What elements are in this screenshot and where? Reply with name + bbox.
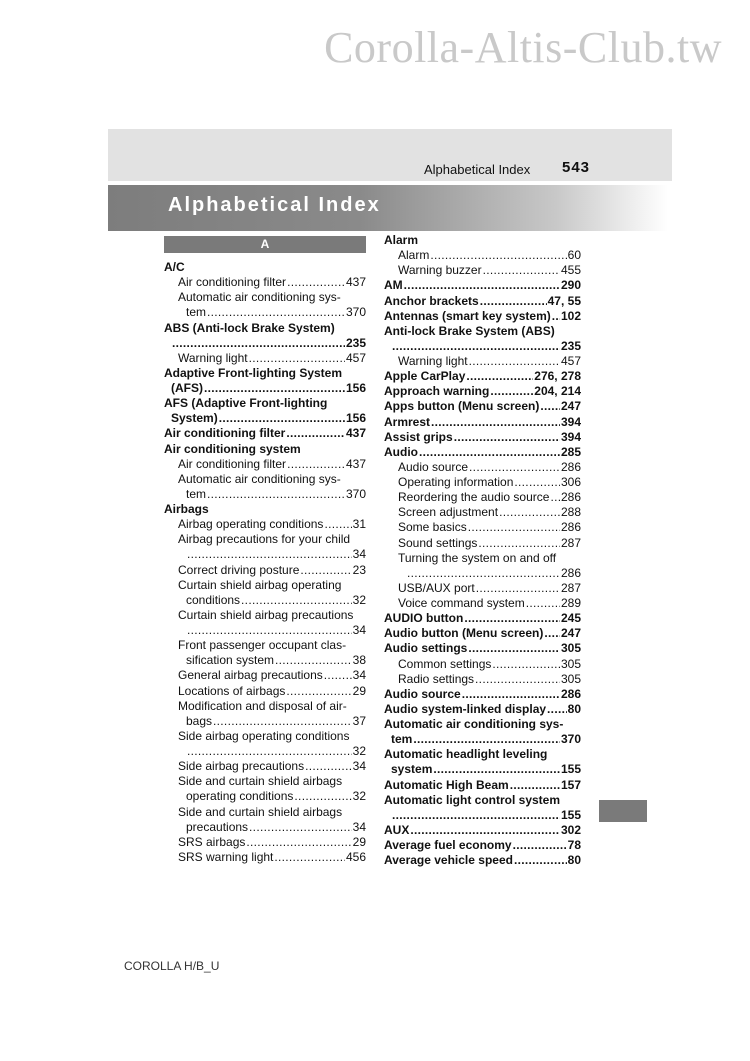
index-page-ref: 34 [352, 759, 366, 774]
index-page-ref: 60 [567, 248, 581, 263]
index-page-ref: 370 [560, 732, 581, 747]
index-entry [164, 396, 366, 411]
index-entry-text: Adaptive Front-lighting System [164, 365, 343, 380]
footer-text: COROLLA H/B_U [124, 959, 220, 973]
index-entry-text: Average vehicle speed [384, 853, 513, 868]
index-entry [164, 381, 366, 396]
index-entry [384, 778, 581, 793]
dot-leader [480, 294, 547, 309]
index-page-ref: 29 [352, 834, 366, 849]
dot-leader [294, 789, 351, 804]
index-entry-text: AM [384, 278, 403, 293]
index-page-ref: 157 [560, 777, 581, 792]
index-entry-text: Locations of airbags [178, 683, 286, 698]
index-page-ref: 29 [352, 683, 366, 698]
index-entry [164, 290, 366, 305]
index-entry-text: bags [186, 713, 213, 728]
dot-leader [407, 566, 560, 581]
index-page-ref: 370 [345, 486, 366, 501]
index-entry-text: Common settings [398, 656, 492, 671]
index-entry [384, 399, 581, 414]
index-page-ref: 155 [560, 807, 581, 822]
index-entry-text: Air conditioning system [164, 441, 301, 456]
dot-leader [286, 684, 351, 699]
index-entry [384, 339, 581, 354]
index-page-ref: 235 [345, 335, 366, 350]
index-page-ref: 286 [560, 459, 581, 474]
dot-leader [483, 263, 560, 278]
index-entry [164, 638, 366, 653]
index-entry [164, 805, 366, 820]
index-entry-text: A/C [164, 260, 185, 274]
index-entry-text: Anti-lock Brake System (ABS) [384, 323, 555, 338]
dot-leader [510, 778, 560, 793]
index-entry [164, 532, 366, 547]
index-entry-text: system [391, 762, 433, 777]
index-entry [384, 354, 581, 369]
index-entry [164, 547, 366, 562]
index-entry [164, 336, 366, 351]
index-entry [384, 762, 581, 777]
index-entry [164, 623, 366, 638]
index-page-ref: 37 [352, 713, 366, 728]
index-page-ref: 305 [560, 656, 581, 671]
index-entry-text: USB/AUX port [398, 580, 475, 595]
index-entry-text: Radio settings [398, 671, 475, 686]
index-entry-text: Modification and disposal of air- [178, 698, 347, 713]
index-entry-text: Automatic High Beam [384, 777, 509, 792]
index-entry-text: Reordering the audio source [398, 490, 550, 505]
index-entry [384, 475, 581, 490]
index-entry [164, 457, 366, 472]
index-entry [164, 789, 366, 804]
index-entry-text: Warning light [398, 354, 468, 368]
index-entry [384, 460, 581, 475]
dot-leader [526, 596, 560, 611]
index-page-ref: 34 [352, 623, 366, 637]
index-entry [384, 324, 581, 339]
index-entry-text: Some basics [398, 520, 467, 535]
index-entry [164, 593, 366, 608]
index-entry [384, 747, 581, 762]
dot-leader [514, 853, 567, 868]
index-page-ref: 305 [560, 641, 581, 656]
index-entry-text: Alarm [384, 233, 419, 247]
index-page-ref: 394 [560, 429, 581, 444]
dot-leader [392, 808, 560, 823]
index-entry [164, 744, 366, 759]
index-entry [384, 369, 581, 384]
index-entry [384, 657, 581, 672]
index-entry [384, 430, 581, 445]
index-entry-text: Audio source [384, 686, 461, 701]
dot-leader [219, 411, 345, 426]
index-entry [384, 294, 581, 309]
index-entry-text: Airbag precautions for your child [178, 532, 351, 547]
index-entry-text: Apps button (Menu screen) [384, 399, 540, 414]
dot-leader [172, 336, 345, 351]
index-page-ref: 286 [560, 686, 581, 701]
index-entry [164, 653, 366, 668]
index-entry-text: (AFS) [171, 381, 203, 395]
index-entry-text: Front passenger occupant clas- [178, 638, 347, 653]
index-page-ref: 78 [567, 838, 581, 852]
dot-leader [475, 672, 560, 687]
index-page-ref: 80 [567, 701, 581, 716]
index-page-ref: 455 [560, 263, 581, 278]
index-page-ref: 31 [352, 517, 366, 532]
index-page-ref: 80 [567, 853, 581, 868]
index-entry-text: precautions [186, 819, 249, 834]
index-entry [164, 820, 366, 835]
index-column-left [164, 260, 366, 865]
index-entry-text: Anchor brackets [384, 293, 479, 308]
index-entry [164, 472, 366, 487]
index-entry-text: sification system [186, 653, 275, 668]
dot-leader [287, 275, 345, 290]
dot-leader [287, 457, 345, 472]
index-entry [384, 626, 581, 641]
index-page-ref: 156 [345, 411, 366, 426]
index-entry [384, 278, 581, 293]
index-page-ref: 286 [560, 490, 581, 505]
dot-leader [469, 354, 560, 369]
index-entry-text: tem [186, 486, 207, 501]
dot-leader [246, 835, 351, 850]
index-entry-text: AFS (Adaptive Front-lighting [164, 396, 328, 411]
index-page-ref: 288 [560, 505, 581, 520]
index-page-ref: 302 [560, 822, 581, 837]
index-page-ref: 32 [352, 592, 366, 607]
index-page-ref: 306 [560, 475, 581, 489]
dot-leader [430, 248, 566, 263]
dot-leader [324, 517, 351, 532]
index-entry [164, 366, 366, 381]
index-entry-text: Voice command system [398, 596, 525, 610]
dot-leader [249, 351, 345, 366]
index-entry [384, 687, 581, 702]
index-entry [384, 641, 581, 656]
index-entry [384, 596, 581, 611]
index-entry-text: Warning light [178, 350, 248, 365]
index-page-ref: 32 [352, 744, 366, 758]
section-tab-marker [599, 800, 647, 822]
index-page-ref: 394 [560, 414, 581, 429]
index-entry [164, 729, 366, 744]
index-entry [164, 714, 366, 729]
index-entry [384, 732, 581, 747]
index-entry [384, 505, 581, 520]
index-entry [164, 411, 366, 426]
dot-leader [464, 611, 560, 626]
dot-leader [241, 593, 352, 608]
dot-leader [540, 399, 560, 414]
index-entry-text: Air conditioning filter [164, 426, 286, 441]
dot-leader [476, 581, 560, 596]
index-entry [384, 233, 581, 248]
index-entry-text: Side and curtain shield airbags [178, 774, 343, 789]
dot-leader [300, 563, 351, 578]
dot-leader [492, 657, 560, 672]
index-page-ref: 247 [560, 399, 581, 414]
index-entry-text: Airbag operating conditions [178, 517, 324, 532]
index-entry [384, 611, 581, 626]
index-entry-text: Side airbag operating conditions [178, 728, 350, 743]
index-entry [384, 384, 581, 399]
index-entry [384, 808, 581, 823]
index-entry-text: Alarm [398, 248, 430, 263]
index-entry-text: Curtain shield airbag operating [178, 577, 342, 592]
index-entry [164, 563, 366, 578]
index-page-ref: 285 [560, 444, 581, 459]
index-entry [384, 415, 581, 430]
index-page-ref: 34 [352, 668, 366, 683]
index-page-ref: 370 [345, 305, 366, 320]
index-page-ref: 457 [345, 350, 366, 365]
index-entry-text: Automatic light control system [384, 792, 561, 807]
index-entry-text: Air conditioning filter [178, 275, 287, 290]
index-page-ref: 34 [352, 547, 366, 562]
dot-leader [490, 384, 533, 399]
index-page-ref: 102 [560, 308, 581, 323]
dot-leader [544, 626, 560, 641]
index-entry [384, 566, 581, 581]
index-page-ref: 287 [560, 580, 581, 595]
index-entry [164, 684, 366, 699]
index-entry-text: ABS (Anti-lock Brake System) [164, 320, 335, 335]
index-page-ref: 289 [560, 596, 581, 610]
index-page-ref: 47, 55 [547, 293, 581, 308]
index-entry-text: Air conditioning filter [178, 456, 287, 471]
index-entry-text: operating conditions [186, 789, 294, 804]
dot-leader [478, 536, 560, 551]
dot-leader [187, 623, 352, 638]
index-entry-text: Side airbag precautions [178, 759, 305, 774]
index-entry-text: Automatic air conditioning sys- [178, 471, 341, 486]
dot-leader [249, 820, 352, 835]
dot-leader [514, 475, 560, 490]
index-entry-text: System) [171, 411, 218, 426]
index-entry [164, 699, 366, 714]
index-entry-text: Warning buzzer [398, 263, 482, 278]
index-page-ref: 34 [352, 819, 366, 834]
index-entry-text: Audio source [398, 459, 469, 474]
index-page-ref: 437 [345, 426, 366, 441]
index-page-ref: 32 [352, 789, 366, 804]
index-page-ref: 276, 278 [534, 369, 581, 384]
dot-leader [552, 309, 560, 324]
index-page-ref: 247 [560, 626, 581, 641]
index-entry [164, 275, 366, 290]
index-entry [164, 759, 366, 774]
dot-leader [213, 714, 352, 729]
index-entry [384, 717, 581, 732]
dot-leader [547, 702, 567, 717]
index-page-ref: 437 [345, 456, 366, 471]
index-page-ref: 287 [560, 535, 581, 550]
index-entry-text: Turning the system on and off [398, 550, 557, 565]
dot-leader [454, 430, 560, 445]
index-column-right [384, 233, 581, 868]
index-entry [164, 835, 366, 850]
section-letter-a: A [164, 236, 366, 253]
dot-leader [207, 487, 345, 502]
index-entry [384, 445, 581, 460]
index-entry-text: AUDIO button [384, 611, 464, 626]
index-entry-text: Audio button (Menu screen) [384, 626, 544, 641]
index-entry-text: tem [391, 732, 413, 747]
page-number: 543 [562, 159, 591, 176]
dot-leader [207, 305, 345, 320]
dot-leader [286, 426, 345, 441]
index-entry-text: Side and curtain shield airbags [178, 804, 343, 819]
index-entry-text: Automatic headlight leveling [384, 747, 548, 762]
index-page-ref: 286 [560, 520, 581, 535]
index-entry-text: Sound settings [398, 535, 478, 550]
index-entry-text: Curtain shield airbag precautions [178, 607, 354, 622]
index-entry [384, 263, 581, 278]
index-entry-text: Assist grips [384, 429, 453, 444]
dot-leader [462, 687, 560, 702]
index-page-ref: 457 [560, 354, 581, 368]
index-entry [384, 309, 581, 324]
dot-leader [431, 415, 560, 430]
index-entry-text: SRS airbags [178, 834, 246, 849]
dot-leader [274, 850, 345, 865]
index-entry [384, 853, 581, 868]
page-title: Alphabetical Index [168, 194, 381, 216]
dot-leader [305, 759, 352, 774]
index-entry [164, 260, 366, 275]
index-page-ref: 204, 214 [534, 384, 581, 399]
index-entry [164, 668, 366, 683]
index-entry-text: Apple CarPlay [384, 369, 466, 384]
index-entry-text: Operating information [398, 475, 514, 489]
dot-leader [410, 823, 560, 838]
index-page-ref: 38 [352, 653, 366, 668]
index-entry [164, 608, 366, 623]
index-entry-text: Audio settings [384, 641, 468, 656]
index-entry [164, 578, 366, 593]
index-entry [384, 672, 581, 687]
index-entry-text: SRS warning light [178, 849, 274, 864]
index-entry [384, 793, 581, 808]
dot-leader [187, 744, 352, 759]
index-entry-text: Audio [384, 444, 418, 459]
index-entry [384, 536, 581, 551]
index-entry-text: Automatic air conditioning sys- [384, 717, 564, 731]
dot-leader [404, 278, 560, 293]
dot-leader [469, 460, 560, 475]
dot-leader [275, 653, 352, 668]
index-entry [384, 581, 581, 596]
index-page-ref: 23 [352, 562, 366, 577]
index-entry-text: Automatic air conditioning sys- [178, 290, 341, 305]
index-entry-text: Correct driving posture [178, 562, 300, 577]
index-entry [384, 551, 581, 566]
index-entry [164, 850, 366, 865]
index-page-ref: 156 [345, 381, 366, 395]
index-page-ref: 437 [345, 275, 366, 290]
index-entry [384, 520, 581, 535]
index-entry-text: Approach warning [384, 384, 490, 399]
index-page-ref: 290 [560, 278, 581, 293]
dot-leader [392, 339, 560, 354]
index-entry [384, 702, 581, 717]
index-entry-text: Antennas (smart key system) [384, 308, 551, 323]
index-page-ref: 456 [345, 849, 366, 864]
index-entry [164, 487, 366, 502]
dot-leader [550, 490, 560, 505]
index-entry-text: Screen adjustment [398, 505, 499, 520]
dot-leader [499, 505, 560, 520]
index-entry-text: Armrest [384, 414, 431, 429]
index-page-ref: 286 [560, 565, 581, 580]
running-header-section: Alphabetical Index [424, 162, 531, 177]
dot-leader [513, 838, 567, 853]
index-entry [164, 502, 366, 517]
index-entry [164, 321, 366, 336]
index-entry [384, 248, 581, 263]
index-entry-text: conditions [186, 592, 241, 607]
index-page-ref: 245 [560, 611, 581, 626]
index-entry-text: Audio system-linked display [384, 701, 547, 716]
index-entry [164, 442, 366, 457]
index-entry-text: Average fuel economy [384, 838, 512, 852]
index-entry [164, 517, 366, 532]
dot-leader [468, 641, 560, 656]
index-entry [384, 490, 581, 505]
index-page-ref: 235 [560, 338, 581, 353]
watermark-text: Corolla-Altis-Club.tw [324, 23, 722, 72]
dot-leader [204, 381, 345, 396]
index-entry [164, 426, 366, 441]
index-entry-text: General airbag precautions [178, 668, 323, 683]
index-entry-text: Airbags [164, 502, 209, 516]
dot-leader [468, 520, 560, 535]
dot-leader [419, 445, 560, 460]
index-entry [384, 838, 581, 853]
dot-leader [324, 668, 352, 683]
dot-leader [466, 369, 533, 384]
dot-leader [187, 547, 352, 562]
dot-leader [433, 762, 560, 777]
index-entry [164, 351, 366, 366]
index-entry [164, 305, 366, 320]
index-page-ref: 155 [560, 762, 581, 777]
index-entry-text: tem [186, 305, 207, 320]
dot-leader [413, 732, 560, 747]
index-entry [384, 823, 581, 838]
index-entry-text: AUX [384, 822, 410, 837]
index-page-ref: 305 [560, 671, 581, 686]
index-entry [164, 774, 366, 789]
